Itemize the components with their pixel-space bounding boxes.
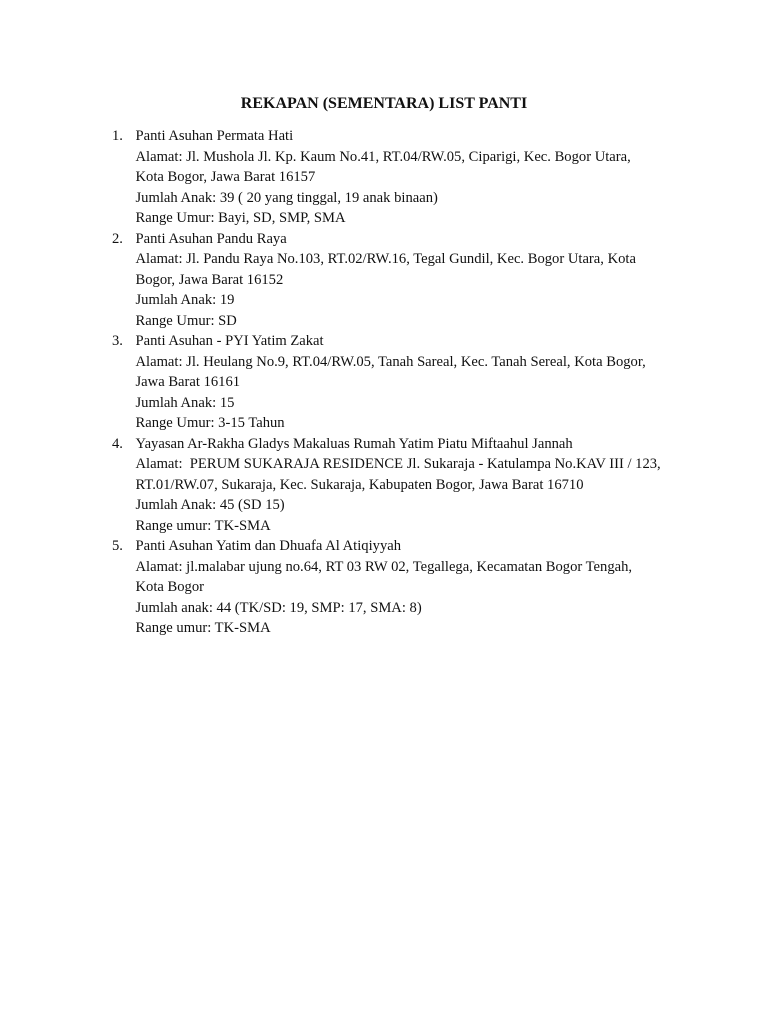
orphanage-address-line: Kota Bogor, Jawa Barat 16157 [135,169,316,185]
orphanage-address-line: Alamat: Jl. Heulang No.9, RT.04/RW.05, Tanah Sareal, Kec. Tanah Sereal, Kota Bogor, [135,353,646,370]
orphanage-name: Panti Asuhan Permata Hati [135,128,294,144]
orphanage-age-range: Range umur: TK-SMA [135,517,271,534]
orphanage-address-line: Bogor, Jawa Barat 16152 [135,271,284,288]
list-item-number: 4. [112,435,123,452]
orphanage-children-count: Jumlah Anak: 19 [135,292,235,308]
list-item-number: 1. [112,128,123,144]
orphanage-age-range: Range Umur: Bayi, SD, SMP, SMA [135,210,346,226]
document-title: REKAPAN (SEMENTARA) LIST PANTI [240,95,528,112]
list-item [112,331,692,434]
list-item-number: 2. [112,230,123,247]
orphanage-children-count: Jumlah anak: 44 (TK/SD: 19, SMP: 17, SMA: 8) [135,599,422,616]
orphanage-address-line: Jawa Barat 16161 [135,374,241,390]
orphanage-children-count: Jumlah Anak: 45 (SD 15) [135,497,285,513]
list-item-number: 5. [112,538,123,554]
orphanage-address-line: RT.01/RW.07, Sukaraja, Kec. Sukaraja, Kabupaten Bogor, Jawa Barat 16710 [135,476,584,493]
orphanage-list [112,126,692,639]
list-item [112,434,692,537]
list-item [112,536,692,639]
orphanage-age-range: Range umur: TK-SMA [135,620,271,636]
orphanage-address-line: Alamat: Jl. Pandu Raya No.103, RT.02/RW.16, Tegal Gundil, Kec. Bogor Utara, Kota [135,251,636,267]
orphanage-address-line: Alamat: Jl. Mushola Jl. Kp. Kaum No.41, RT.04/RW.05, Ciparigi, Kec. Bogor Utara, [135,148,631,165]
orphanage-name: Panti Asuhan Yatim dan Dhuafa Al Atiqiyyah [135,538,402,554]
list-item-number: 3. [112,333,123,349]
orphanage-children-count: Jumlah Anak: 39 ( 20 yang tinggal, 19 anak binaan) [135,189,438,206]
orphanage-name: Panti Asuhan - PYI Yatim Zakat [135,333,324,349]
orphanage-children-count: Jumlah Anak: 15 [135,394,235,411]
orphanage-age-range: Range Umur: 3-15 Tahun [135,415,285,431]
orphanage-address-line: Kota Bogor [135,579,205,595]
list-item [112,126,692,229]
orphanage-name: Panti Asuhan Pandu Raya [135,230,287,247]
orphanage-name: Yayasan Ar-Rakha Gladys Makaluas Rumah Yatim Piatu Miftaahul Jannah [135,435,573,452]
list-item [112,229,692,332]
orphanage-address-line: Alamat: PERUM SUKARAJA RESIDENCE Jl. Sukaraja - Katulampa No.KAV III / 123, [135,456,661,472]
orphanage-address-line: Alamat: jl.malabar ujung no.64, RT 03 RW 02, Tegallega, Kecamatan Bogor Tengah, [135,558,633,575]
orphanage-age-range: Range Umur: SD [135,312,237,329]
